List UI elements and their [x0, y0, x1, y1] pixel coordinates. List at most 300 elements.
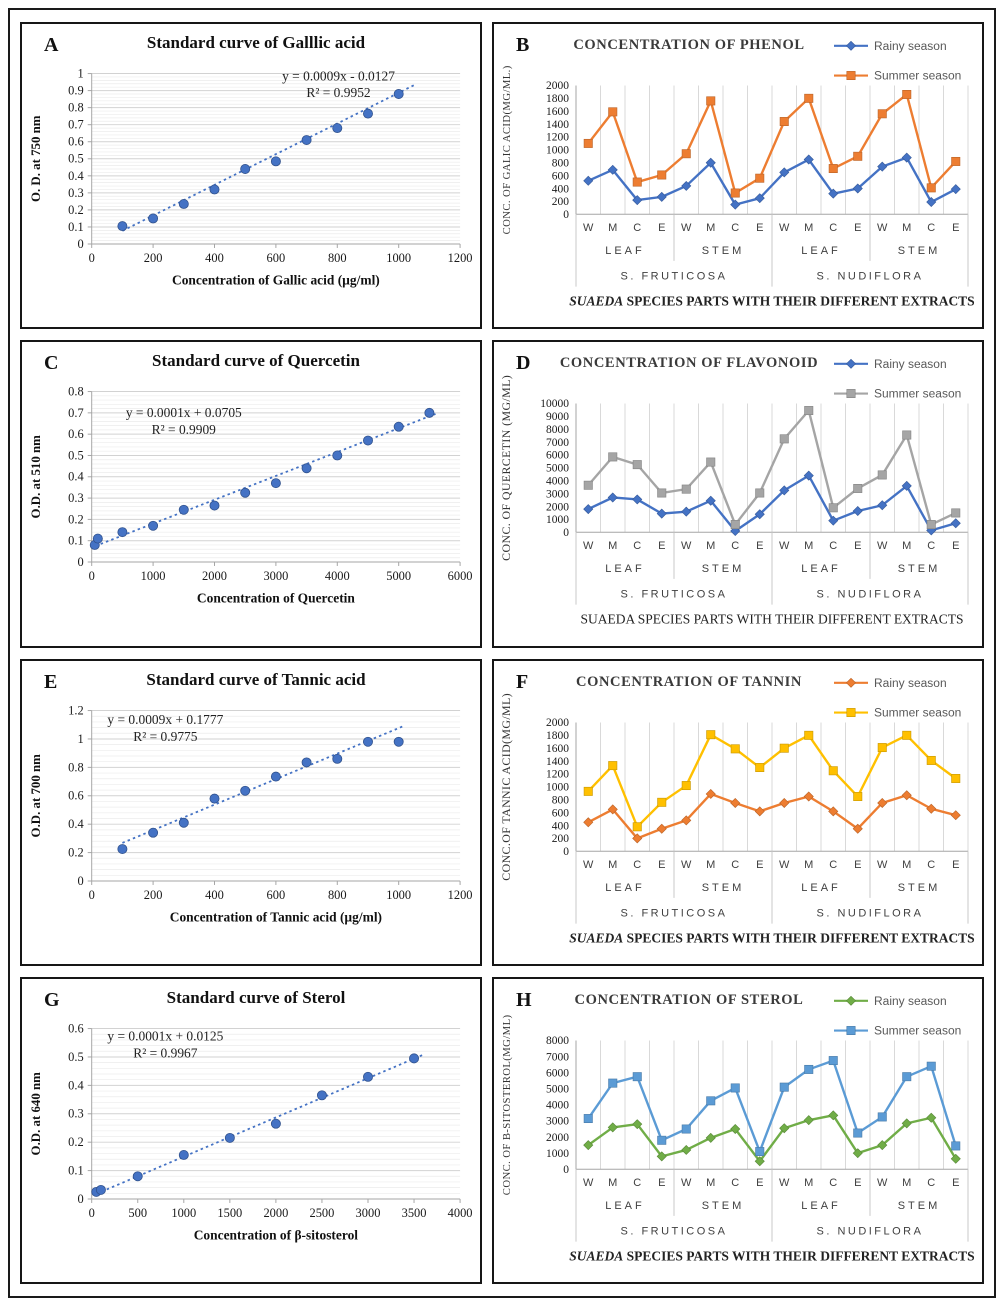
svg-text:400: 400 — [205, 250, 224, 265]
svg-text:0: 0 — [88, 887, 95, 902]
svg-text:E: E — [658, 1176, 666, 1189]
figure-border — [8, 8, 996, 1298]
svg-text:1400: 1400 — [546, 118, 569, 131]
line-chart — [494, 661, 982, 964]
svg-text:8000: 8000 — [546, 1034, 569, 1047]
panel-g-title: Standard curve of Sterol — [166, 987, 346, 1007]
panel-e-letter: E — [44, 670, 58, 693]
x-axis-title: Concentration of β-sitosterol — [193, 1227, 359, 1243]
panel-b-letter: B — [516, 34, 530, 56]
svg-text:2000: 2000 — [546, 501, 569, 514]
svg-text:0.2: 0.2 — [68, 202, 84, 217]
panel-e-chart — [22, 661, 480, 964]
svg-text:W: W — [681, 1176, 692, 1189]
panel-a — [20, 22, 482, 329]
svg-text:W: W — [583, 222, 594, 235]
svg-text:1600: 1600 — [546, 742, 569, 755]
svg-text:C: C — [829, 858, 838, 871]
svg-text:M: M — [804, 858, 814, 871]
svg-text:0.5: 0.5 — [68, 448, 84, 463]
svg-text:E: E — [952, 540, 960, 553]
svg-text:0: 0 — [77, 873, 84, 888]
x-axis-ticks — [89, 244, 473, 265]
svg-text:0.6: 0.6 — [68, 1021, 84, 1036]
svg-text:0.1: 0.1 — [68, 219, 84, 234]
gridlines — [576, 722, 968, 851]
category-labels — [583, 540, 959, 552]
svg-text:LEAF: LEAF — [801, 1199, 841, 1212]
svg-text:C: C — [829, 222, 838, 235]
svg-text:7000: 7000 — [546, 1051, 569, 1064]
y-axis-title: O. D. at 750 nm — [27, 115, 43, 203]
y-axis-ticks — [68, 703, 92, 887]
svg-text:0: 0 — [88, 250, 95, 265]
x-axis-title: Concentration of Gallic acid (µg/ml) — [171, 272, 380, 288]
trendline-equation: y = 0.0009x - 0.0127 — [282, 68, 395, 84]
legend-item-summer-season — [834, 705, 961, 719]
x-axis-ticks — [89, 1199, 473, 1220]
svg-text:Rainy season: Rainy season — [874, 993, 947, 1008]
svg-text:STEM: STEM — [897, 244, 941, 257]
svg-text:E: E — [854, 540, 862, 553]
legend-item-summer-season — [834, 1023, 961, 1037]
svg-text:S. NUDIFLORA: S. NUDIFLORA — [816, 907, 924, 920]
svg-text:600: 600 — [551, 806, 569, 819]
svg-text:E: E — [952, 1176, 960, 1189]
svg-text:Summer season: Summer season — [874, 705, 962, 720]
svg-text:E: E — [756, 222, 764, 235]
y-axis-ticks — [68, 385, 92, 569]
svg-text:Rainy season: Rainy season — [874, 675, 947, 690]
panel-a-letter: A — [44, 34, 59, 56]
panel-h-title: CONCENTRATION OF STEROL — [574, 991, 804, 1008]
y-axis-ticks — [68, 1021, 92, 1205]
svg-text:1000: 1000 — [546, 781, 569, 794]
svg-text:500: 500 — [128, 1205, 148, 1220]
svg-text:S. NUDIFLORA: S. NUDIFLORA — [816, 270, 924, 283]
svg-text:400: 400 — [205, 887, 224, 902]
svg-text:M: M — [608, 858, 618, 871]
y-axis-title: CONC.OF TANNIC ACID(MG/ML) — [498, 692, 514, 881]
svg-text:9000: 9000 — [546, 411, 569, 424]
category-labels — [583, 859, 959, 871]
svg-text:M: M — [902, 858, 912, 871]
svg-text:M: M — [804, 222, 814, 235]
svg-text:0.2: 0.2 — [68, 512, 84, 527]
panel-h — [492, 977, 984, 1284]
panel-c-title: Standard curve of Quercetin — [152, 351, 360, 371]
panel-d-chart — [494, 342, 982, 645]
svg-text:400: 400 — [551, 819, 569, 832]
panel-g-chart — [22, 979, 480, 1282]
svg-text:W: W — [779, 540, 790, 553]
scatter-chart — [22, 661, 480, 964]
svg-text:LEAF: LEAF — [801, 563, 841, 576]
svg-text:S. FRUTICOSA: S. FRUTICOSA — [620, 907, 728, 920]
panel-a-chart — [22, 24, 480, 327]
panel-c — [20, 340, 482, 647]
panel-d — [492, 340, 984, 647]
svg-text:C: C — [633, 540, 642, 553]
svg-text:W: W — [779, 858, 790, 871]
svg-text:0.5: 0.5 — [68, 151, 84, 166]
svg-text:C: C — [927, 858, 936, 871]
y-axis-ticks — [546, 717, 569, 858]
category-labels — [583, 222, 959, 234]
svg-text:0.8: 0.8 — [68, 759, 84, 774]
svg-text:E: E — [854, 858, 862, 871]
legend — [834, 994, 961, 1038]
svg-text:M: M — [804, 540, 814, 553]
svg-text:1000: 1000 — [386, 887, 412, 902]
r-squared-value: R² = 0.9952 — [306, 85, 371, 101]
svg-text:0.4: 0.4 — [68, 1078, 84, 1093]
x-axis-title: Concentration of Tannic acid (µg/ml) — [169, 909, 383, 925]
svg-text:0.4: 0.4 — [68, 470, 84, 484]
svg-text:C: C — [731, 540, 740, 553]
svg-text:1000: 1000 — [171, 1205, 197, 1220]
svg-text:200: 200 — [551, 832, 569, 845]
panel-e — [20, 659, 482, 966]
svg-text:1: 1 — [77, 731, 84, 746]
svg-text:1000: 1000 — [546, 144, 569, 157]
svg-text:0: 0 — [88, 569, 95, 584]
panel-h-chart — [494, 979, 982, 1282]
svg-text:W: W — [779, 1176, 790, 1189]
svg-text:3000: 3000 — [546, 488, 569, 501]
svg-text:W: W — [681, 858, 692, 871]
svg-text:0.4: 0.4 — [68, 816, 84, 831]
svg-text:LEAF: LEAF — [605, 1199, 645, 1212]
x-axis-title: SUAEDA SPECIES PARTS WITH THEIR DIFFERENT EXTRACTS — [580, 611, 964, 627]
svg-text:6000: 6000 — [546, 450, 569, 462]
svg-text:0.6: 0.6 — [68, 427, 84, 442]
svg-text:E: E — [756, 540, 764, 553]
svg-text:0: 0 — [563, 845, 569, 858]
legend-item-rainy-season — [834, 994, 947, 1008]
svg-text:5000: 5000 — [546, 1083, 569, 1096]
svg-text:W: W — [681, 222, 692, 235]
svg-text:0: 0 — [563, 1163, 569, 1176]
svg-text:STEM: STEM — [897, 563, 941, 576]
svg-text:S. FRUTICOSA: S. FRUTICOSA — [620, 588, 728, 601]
panel-d-letter: D — [516, 352, 531, 375]
svg-text:M: M — [706, 222, 716, 235]
svg-text:C: C — [633, 858, 642, 871]
svg-text:S. FRUTICOSA: S. FRUTICOSA — [620, 1225, 728, 1238]
svg-text:800: 800 — [327, 887, 347, 902]
y-axis-title: CONC. OF QUERCETIN (MG/ML) — [498, 375, 514, 562]
legend-item-rainy-season — [834, 676, 947, 690]
svg-text:STEM: STEM — [897, 1199, 941, 1212]
panel-h-letter: H — [516, 988, 532, 1011]
svg-text:0.1: 0.1 — [68, 1163, 84, 1178]
y-axis-title: CONC. OF GALIC ACID(MG/ML.) — [500, 65, 514, 235]
svg-text:4000: 4000 — [546, 1099, 569, 1112]
svg-text:E: E — [658, 222, 666, 235]
svg-text:E: E — [952, 222, 960, 235]
svg-text:STEM: STEM — [897, 881, 941, 894]
svg-text:1600: 1600 — [546, 106, 569, 118]
svg-text:800: 800 — [327, 250, 347, 265]
svg-text:1000: 1000 — [546, 1147, 569, 1160]
svg-text:5000: 5000 — [546, 462, 569, 475]
svg-text:M: M — [804, 1176, 814, 1189]
svg-text:1400: 1400 — [546, 755, 569, 768]
x-axis-title: SUAEDA SPECIES PARTS WITH THEIR DIFFERENT EXTRACTS — [569, 293, 975, 309]
svg-text:600: 600 — [551, 170, 569, 183]
svg-text:Rainy season: Rainy season — [874, 357, 947, 372]
svg-text:5000: 5000 — [386, 569, 412, 584]
legend — [834, 676, 961, 720]
x-axis-title: SUAEDA SPECIES PARTS WITH THEIR DIFFERENT EXTRACTS — [569, 1248, 975, 1264]
svg-text:10000: 10000 — [540, 398, 569, 411]
svg-text:3000: 3000 — [546, 1115, 569, 1128]
svg-text:0: 0 — [77, 1191, 84, 1206]
y-axis-ticks — [546, 80, 569, 221]
svg-text:C: C — [731, 1176, 740, 1189]
svg-text:M: M — [902, 540, 912, 553]
svg-text:600: 600 — [266, 887, 286, 902]
svg-text:M: M — [902, 1176, 912, 1189]
svg-text:200: 200 — [143, 887, 163, 902]
svg-text:C: C — [927, 222, 936, 235]
panel-d-title: CONCENTRATION OF FLAVONOID — [559, 355, 819, 372]
legend — [834, 357, 961, 401]
svg-text:7000: 7000 — [546, 437, 569, 450]
svg-text:S. FRUTICOSA: S. FRUTICOSA — [620, 270, 728, 283]
svg-text:W: W — [583, 1176, 594, 1189]
svg-text:W: W — [877, 858, 888, 871]
svg-text:8000: 8000 — [546, 424, 569, 437]
svg-text:C: C — [633, 222, 642, 235]
panel-g — [20, 977, 482, 1284]
y-axis-title: O.D. at 510 nm — [27, 435, 43, 519]
svg-text:2000: 2000 — [202, 569, 227, 584]
svg-text:Summer season: Summer season — [874, 386, 962, 401]
svg-text:M: M — [706, 540, 716, 553]
svg-text:0: 0 — [77, 555, 84, 570]
scatter-chart — [22, 24, 480, 327]
panel-b-title: CONCENTRATION OF PHENOL — [573, 37, 805, 53]
svg-text:W: W — [681, 540, 692, 553]
svg-text:0.8: 0.8 — [68, 384, 84, 399]
svg-text:4000: 4000 — [447, 1205, 473, 1220]
svg-text:LEAF: LEAF — [605, 563, 645, 576]
svg-text:600: 600 — [266, 250, 286, 265]
svg-text:0.4: 0.4 — [68, 168, 84, 183]
svg-text:W: W — [877, 540, 888, 553]
svg-text:2000: 2000 — [546, 716, 569, 729]
scatter-chart — [22, 342, 480, 645]
svg-text:1200: 1200 — [447, 887, 473, 902]
svg-text:C: C — [731, 858, 740, 871]
svg-text:M: M — [608, 540, 618, 553]
category-labels — [583, 1177, 959, 1189]
svg-text:6000: 6000 — [447, 569, 473, 584]
svg-text:1000: 1000 — [386, 250, 412, 265]
svg-text:0.7: 0.7 — [68, 117, 84, 132]
svg-text:W: W — [877, 1176, 888, 1189]
svg-text:Summer season: Summer season — [874, 68, 962, 83]
x-axis-ticks — [89, 881, 473, 902]
svg-text:E: E — [854, 1176, 862, 1189]
x-axis-title: SUAEDA SPECIES PARTS WITH THEIR DIFFERENT EXTRACTS — [569, 930, 975, 945]
svg-text:C: C — [829, 1176, 838, 1189]
svg-text:E: E — [854, 222, 862, 235]
svg-text:W: W — [779, 222, 790, 235]
trendline-equation: y = 0.0001x + 0.0705 — [125, 405, 242, 421]
svg-text:400: 400 — [551, 183, 569, 196]
svg-text:0.6: 0.6 — [68, 788, 84, 803]
svg-text:1200: 1200 — [447, 250, 473, 265]
svg-text:0: 0 — [563, 527, 569, 540]
svg-text:200: 200 — [551, 196, 569, 209]
svg-text:C: C — [829, 540, 838, 553]
r-squared-value: R² = 0.9967 — [133, 1045, 198, 1061]
y-axis-title: CONC. OF B-SITOSTEROL(MG/ML) — [500, 1014, 514, 1195]
scatter-chart — [22, 979, 480, 1282]
gridlines — [576, 1040, 968, 1169]
y-axis-ticks — [540, 398, 569, 539]
svg-text:LEAF: LEAF — [801, 244, 841, 257]
svg-text:E: E — [658, 540, 666, 553]
svg-text:1000: 1000 — [140, 569, 166, 584]
svg-text:0.3: 0.3 — [68, 491, 84, 506]
svg-text:2000: 2000 — [546, 1131, 569, 1144]
panel-e-title: Standard curve of Tannic acid — [146, 669, 366, 689]
panel-c-letter: C — [44, 352, 59, 375]
r-squared-value: R² = 0.9909 — [151, 422, 216, 438]
data-points — [90, 409, 434, 550]
svg-text:C: C — [927, 1176, 936, 1189]
svg-text:Summer season: Summer season — [874, 1023, 962, 1038]
legend — [834, 39, 961, 83]
svg-text:M: M — [608, 222, 618, 235]
svg-text:4000: 4000 — [324, 569, 350, 584]
svg-text:W: W — [583, 540, 594, 553]
svg-text:2500: 2500 — [309, 1205, 335, 1220]
svg-text:E: E — [756, 1176, 764, 1189]
svg-text:1800: 1800 — [546, 93, 569, 106]
svg-text:C: C — [927, 540, 936, 553]
panel-f — [492, 659, 984, 966]
svg-text:STEM: STEM — [701, 244, 745, 257]
panel-grid — [20, 22, 984, 1284]
svg-text:3000: 3000 — [263, 569, 289, 584]
panel-f-letter: F — [516, 670, 529, 693]
panel-f-chart — [494, 661, 982, 964]
panel-f-title: CONCENTRATION OF TANNIN — [576, 673, 802, 690]
svg-text:M: M — [706, 858, 716, 871]
y-axis-title: O.D. at 700 nm — [27, 753, 43, 837]
svg-text:0.3: 0.3 — [68, 185, 84, 200]
svg-text:0: 0 — [77, 236, 84, 251]
svg-text:STEM: STEM — [701, 1199, 745, 1212]
svg-text:C: C — [633, 1176, 642, 1189]
svg-text:Rainy season: Rainy season — [874, 39, 947, 53]
svg-text:1: 1 — [77, 66, 84, 81]
svg-text:0: 0 — [563, 209, 569, 222]
y-axis-ticks — [68, 67, 92, 251]
trendline-equation: y = 0.0009x + 0.1777 — [107, 711, 224, 727]
svg-text:800: 800 — [551, 157, 569, 170]
svg-text:2000: 2000 — [546, 80, 569, 93]
svg-text:0.2: 0.2 — [68, 1134, 84, 1149]
svg-text:E: E — [756, 858, 764, 871]
svg-text:0.1: 0.1 — [68, 533, 84, 548]
line-chart — [494, 24, 982, 327]
svg-text:STEM: STEM — [701, 881, 745, 894]
svg-text:LEAF: LEAF — [801, 881, 841, 894]
y-axis-title: O.D. at 640 nm — [27, 1071, 43, 1156]
svg-text:0.6: 0.6 — [68, 134, 84, 149]
svg-text:W: W — [877, 222, 888, 235]
svg-text:LEAF: LEAF — [605, 881, 645, 894]
svg-text:4000: 4000 — [546, 475, 569, 488]
svg-text:0.9: 0.9 — [68, 83, 84, 98]
r-squared-value: R² = 0.9775 — [133, 728, 198, 744]
svg-text:M: M — [608, 1176, 618, 1189]
svg-text:S. NUDIFLORA: S. NUDIFLORA — [816, 588, 924, 601]
svg-text:0: 0 — [88, 1205, 95, 1220]
svg-text:1800: 1800 — [546, 729, 569, 742]
svg-text:1000: 1000 — [546, 514, 569, 527]
trendline — [96, 1054, 423, 1193]
legend-item-summer-season — [834, 387, 961, 401]
line-chart — [494, 979, 982, 1282]
svg-text:W: W — [583, 858, 594, 871]
svg-text:1200: 1200 — [546, 131, 569, 144]
svg-text:0.7: 0.7 — [68, 406, 84, 421]
svg-text:1500: 1500 — [217, 1205, 243, 1220]
svg-text:0.5: 0.5 — [68, 1049, 84, 1064]
y-axis-ticks — [546, 1035, 569, 1176]
line-chart — [494, 342, 982, 645]
panel-b — [492, 22, 984, 329]
panel-c-chart — [22, 342, 480, 645]
svg-text:2000: 2000 — [263, 1205, 289, 1220]
svg-text:M: M — [706, 1176, 716, 1189]
trendline-equation: y = 0.0001x + 0.0125 — [107, 1028, 224, 1044]
svg-text:800: 800 — [551, 794, 569, 806]
x-axis-title: Concentration of Quercetin — [196, 590, 355, 606]
svg-text:0.2: 0.2 — [68, 845, 84, 860]
trendline — [122, 85, 414, 231]
panel-a-title: Standard curve of Galllic acid — [146, 33, 366, 52]
svg-text:3500: 3500 — [401, 1205, 427, 1220]
svg-text:S. NUDIFLORA: S. NUDIFLORA — [816, 1225, 924, 1238]
svg-text:3000: 3000 — [355, 1205, 381, 1220]
svg-text:0.8: 0.8 — [68, 100, 84, 115]
svg-text:200: 200 — [143, 250, 163, 265]
svg-text:M: M — [902, 222, 912, 235]
legend-item-summer-season — [834, 69, 961, 83]
x-axis-ticks — [89, 562, 473, 583]
svg-text:1.2: 1.2 — [68, 703, 84, 718]
panel-g-letter: G — [44, 988, 60, 1011]
panel-b-chart — [494, 24, 982, 327]
svg-text:STEM: STEM — [701, 563, 745, 576]
svg-text:E: E — [952, 858, 960, 871]
svg-text:6000: 6000 — [546, 1067, 569, 1080]
svg-text:1200: 1200 — [546, 768, 569, 781]
svg-text:C: C — [731, 222, 740, 235]
svg-text:E: E — [658, 858, 666, 871]
legend-item-rainy-season — [834, 357, 947, 371]
svg-text:0.3: 0.3 — [68, 1106, 84, 1121]
svg-text:LEAF: LEAF — [605, 244, 645, 257]
